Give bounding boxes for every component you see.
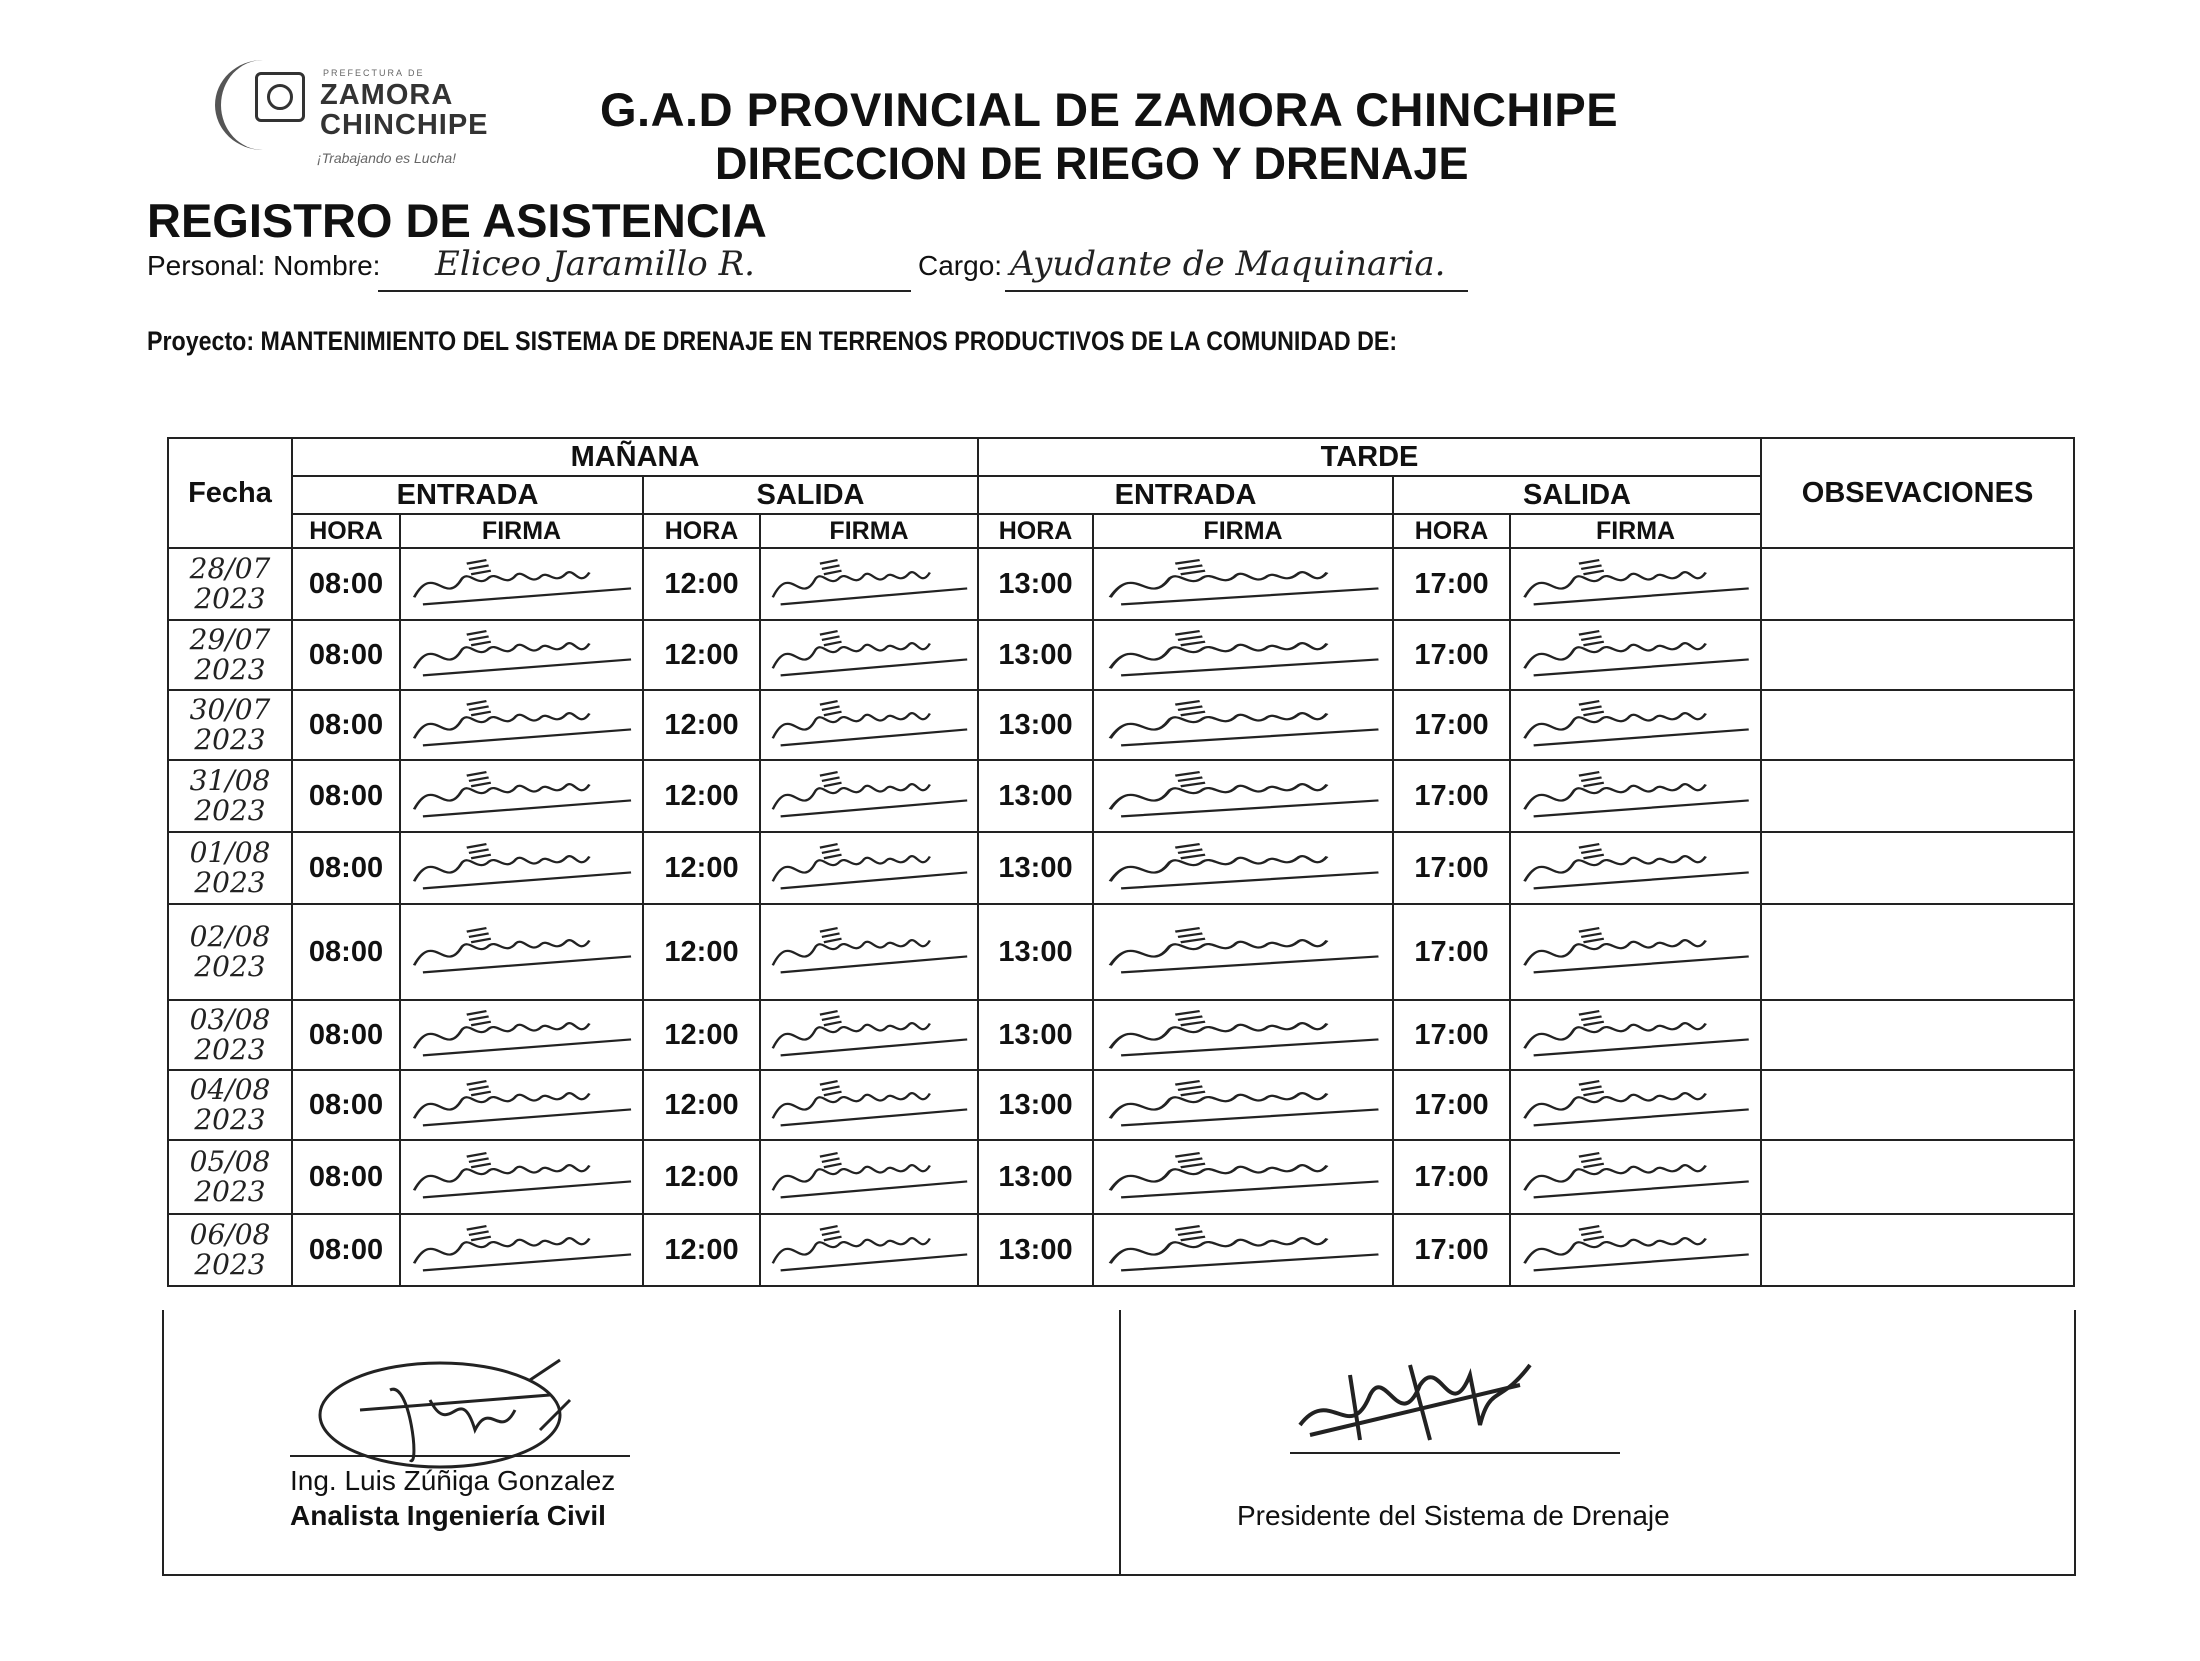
analyst-signature <box>300 1340 600 1480</box>
hora-cell: 12:00 <box>643 760 760 832</box>
signature-mark <box>1094 837 1392 899</box>
proyecto-text: Proyecto: MANTENIMIENTO DEL SISTEMA DE DRENAJE EN TERRENOS PRODUCTIVOS DE LA COMUNIDAD DE: <box>147 326 1398 356</box>
hora-cell: 13:00 <box>978 548 1093 620</box>
fecha-year: 2023 <box>194 950 266 983</box>
signature-mark <box>1511 837 1760 899</box>
firma-cell <box>1093 1070 1393 1140</box>
signature-divider <box>1119 1310 1121 1574</box>
table-row <box>168 690 2074 760</box>
manana-salida-header: SALIDA <box>643 476 978 514</box>
firma-cell <box>1093 1000 1393 1070</box>
hora-cell: 13:00 <box>978 904 1093 1000</box>
hora-cell: 12:00 <box>643 548 760 620</box>
table-row <box>168 1000 2074 1070</box>
hora-cell: 12:00 <box>643 904 760 1000</box>
fecha-year: 2023 <box>194 582 266 615</box>
firma-cell <box>400 1070 643 1140</box>
hora-cell: 13:00 <box>978 1000 1093 1070</box>
hora-cell: 12:00 <box>643 1070 760 1140</box>
table-row <box>168 1140 2074 1214</box>
hora-header: HORA <box>978 514 1093 548</box>
hora-cell: 13:00 <box>978 690 1093 760</box>
logo-text <box>320 80 489 140</box>
firma-cell <box>1510 760 1761 832</box>
observaciones-header: OBSEVACIONES <box>1761 438 2074 548</box>
firma-cell <box>400 690 643 760</box>
signature-mark <box>761 694 977 756</box>
hora-cell: 17:00 <box>1393 1000 1510 1070</box>
signature-mark <box>761 1004 977 1066</box>
observaciones-cell <box>1761 548 2074 620</box>
observaciones-cell <box>1761 1000 2074 1070</box>
signature-mark <box>401 553 642 615</box>
firma-cell <box>1093 1140 1393 1214</box>
fecha-year: 2023 <box>194 794 266 827</box>
tarde-entrada-header: ENTRADA <box>978 476 1393 514</box>
hora-cell: 13:00 <box>978 832 1093 904</box>
hora-cell: 08:00 <box>292 1000 400 1070</box>
hora-header: HORA <box>292 514 400 548</box>
table-row <box>168 548 2074 620</box>
firma-cell <box>1510 832 1761 904</box>
hora-cell: 17:00 <box>1393 760 1510 832</box>
analyst-role: Analista Ingeniería Civil <box>290 1500 606 1531</box>
nombre-underline <box>378 290 911 292</box>
observaciones-cell <box>1761 690 2074 760</box>
logo-badge-icon <box>255 72 305 122</box>
firma-cell <box>1510 1000 1761 1070</box>
signature-mark <box>1511 694 1760 756</box>
cargo-label: Cargo: <box>918 250 1003 281</box>
firma-cell <box>1093 760 1393 832</box>
hora-cell: 17:00 <box>1393 620 1510 690</box>
logo-line1: ZAMORA <box>320 79 454 111</box>
manana-entrada-header: ENTRADA <box>292 476 643 514</box>
firma-header: FIRMA <box>400 514 643 548</box>
cargo-value: Ayudante de Maquinaria. <box>1010 244 1446 284</box>
table-row <box>168 1070 2074 1140</box>
hora-cell: 17:00 <box>1393 832 1510 904</box>
observaciones-cell <box>1761 832 2074 904</box>
signature-mark <box>1094 553 1392 615</box>
signature-mark <box>1094 1074 1392 1136</box>
hora-cell: 08:00 <box>292 548 400 620</box>
observaciones-cell <box>1761 1070 2074 1140</box>
firma-cell <box>1093 620 1393 690</box>
header-title3: REGISTRO DE ASISTENCIA <box>147 194 767 247</box>
firma-cell <box>760 548 978 620</box>
hora-cell: 17:00 <box>1393 904 1510 1000</box>
signature-mark <box>1511 1146 1760 1208</box>
signature-mark <box>761 1219 977 1281</box>
signature-mark <box>1094 765 1392 827</box>
logo-line2: CHINCHIPE <box>320 109 489 141</box>
signature-mark <box>401 1074 642 1136</box>
firma-cell <box>760 760 978 832</box>
hora-cell: 12:00 <box>643 1140 760 1214</box>
logo-tagline: ¡Trabajando es Lucha! <box>317 150 457 166</box>
fecha-year: 2023 <box>194 1103 266 1136</box>
firma-cell <box>1093 832 1393 904</box>
president-signature-line <box>1290 1452 1620 1454</box>
firma-cell <box>400 760 643 832</box>
signature-mark <box>1094 1004 1392 1066</box>
firma-cell <box>400 1140 643 1214</box>
signature-mark <box>761 624 977 686</box>
fecha-cell <box>168 832 292 904</box>
attendance-table <box>167 437 2075 1287</box>
hora-cell: 08:00 <box>292 832 400 904</box>
hora-cell: 08:00 <box>292 1214 400 1286</box>
hora-cell: 12:00 <box>643 1000 760 1070</box>
fecha-day: 06/08 <box>189 1218 271 1251</box>
firma-cell <box>760 620 978 690</box>
fecha-day: 05/08 <box>189 1145 271 1178</box>
table-row <box>168 832 2074 904</box>
firma-cell <box>760 1070 978 1140</box>
signature-mark <box>1094 921 1392 983</box>
fecha-cell <box>168 760 292 832</box>
hora-header: HORA <box>643 514 760 548</box>
signature-mark <box>1511 553 1760 615</box>
header-title1: G.A.D PROVINCIAL DE ZAMORA CHINCHIPE <box>600 83 1619 136</box>
firma-cell <box>400 832 643 904</box>
firma-cell <box>1510 1140 1761 1214</box>
signature-mark <box>1511 1004 1760 1066</box>
fecha-cell <box>168 1000 292 1070</box>
nombre-label: Personal: Nombre: <box>147 250 381 281</box>
observaciones-cell <box>1761 760 2074 832</box>
signature-mark <box>761 1146 977 1208</box>
observaciones-cell <box>1761 904 2074 1000</box>
hora-cell: 17:00 <box>1393 1140 1510 1214</box>
firma-cell <box>1093 904 1393 1000</box>
hora-cell: 12:00 <box>643 832 760 904</box>
signature-mark <box>1094 694 1392 756</box>
tarde-salida-header: SALIDA <box>1393 476 1761 514</box>
signature-mark <box>401 624 642 686</box>
firma-cell <box>1093 1214 1393 1286</box>
hora-header: HORA <box>1393 514 1510 548</box>
logo <box>205 60 505 165</box>
signature-mark <box>401 921 642 983</box>
hora-cell: 13:00 <box>978 620 1093 690</box>
signature-mark <box>1511 1219 1760 1281</box>
hora-cell: 08:00 <box>292 690 400 760</box>
signature-mark <box>761 837 977 899</box>
hora-cell: 12:00 <box>643 690 760 760</box>
fecha-cell <box>168 620 292 690</box>
hora-cell: 12:00 <box>643 620 760 690</box>
firma-cell <box>400 1214 643 1286</box>
signature-mark <box>401 1004 642 1066</box>
signature-mark <box>1511 1074 1760 1136</box>
table-row <box>168 760 2074 832</box>
president-signature <box>1290 1345 1550 1455</box>
signature-mark <box>1094 1219 1392 1281</box>
hora-cell: 13:00 <box>978 760 1093 832</box>
fecha-cell <box>168 1214 292 1286</box>
fecha-day: 03/08 <box>189 1003 271 1036</box>
signature-mark <box>1511 624 1760 686</box>
hora-cell: 17:00 <box>1393 548 1510 620</box>
table-row <box>168 1214 2074 1286</box>
fecha-day: 04/08 <box>189 1073 271 1106</box>
fecha-year: 2023 <box>194 1175 266 1208</box>
table-row <box>168 904 2074 1000</box>
fecha-cell <box>168 904 292 1000</box>
fecha-cell <box>168 1140 292 1214</box>
hora-cell: 17:00 <box>1393 1214 1510 1286</box>
firma-cell <box>1510 548 1761 620</box>
fecha-year: 2023 <box>194 723 266 756</box>
fecha-year: 2023 <box>194 866 266 899</box>
fecha-day: 30/07 <box>189 693 271 726</box>
firma-cell <box>1510 904 1761 1000</box>
hora-cell: 08:00 <box>292 620 400 690</box>
signature-mark <box>1511 765 1760 827</box>
firma-cell <box>1093 548 1393 620</box>
firma-cell <box>1510 1214 1761 1286</box>
header-title2: DIRECCION DE RIEGO Y DRENAJE <box>715 138 1469 189</box>
president-role: Presidente del Sistema de Drenaje <box>1237 1500 1670 1531</box>
signature-mark <box>401 1219 642 1281</box>
fecha-day: 28/07 <box>189 552 271 585</box>
firma-cell <box>400 548 643 620</box>
hora-cell: 17:00 <box>1393 690 1510 760</box>
observaciones-cell <box>1761 620 2074 690</box>
signature-mark <box>401 694 642 756</box>
signature-mark <box>401 765 642 827</box>
hora-cell: 13:00 <box>978 1214 1093 1286</box>
fecha-day: 02/08 <box>189 920 271 953</box>
hora-cell: 08:00 <box>292 904 400 1000</box>
signature-mark <box>1094 624 1392 686</box>
hora-cell: 17:00 <box>1393 1070 1510 1140</box>
firma-cell <box>760 904 978 1000</box>
fecha-year: 2023 <box>194 1248 266 1281</box>
observaciones-cell <box>1761 1140 2074 1214</box>
hora-cell: 13:00 <box>978 1140 1093 1214</box>
signature-mark <box>401 837 642 899</box>
cargo-underline <box>1005 290 1468 292</box>
firma-cell <box>1093 690 1393 760</box>
tarde-header: TARDE <box>978 438 1761 476</box>
firma-header: FIRMA <box>1510 514 1761 548</box>
hora-cell: 08:00 <box>292 760 400 832</box>
fecha-header: Fecha <box>168 438 292 548</box>
firma-header: FIRMA <box>1093 514 1393 548</box>
firma-cell <box>1510 1070 1761 1140</box>
firma-cell <box>400 1000 643 1070</box>
firma-cell <box>760 690 978 760</box>
observaciones-cell <box>1761 1214 2074 1286</box>
signature-mark <box>1094 1146 1392 1208</box>
logo-small-text: PREFECTURA DE <box>323 68 425 78</box>
fecha-day: 29/07 <box>189 623 271 656</box>
signature-mark <box>761 921 977 983</box>
fecha-cell <box>168 1070 292 1140</box>
firma-cell <box>760 1140 978 1214</box>
firma-cell <box>1510 620 1761 690</box>
signature-mark <box>1511 921 1760 983</box>
firma-cell <box>400 620 643 690</box>
firma-cell <box>760 1000 978 1070</box>
signature-mark <box>761 1074 977 1136</box>
firma-cell <box>400 904 643 1000</box>
firma-cell <box>1510 690 1761 760</box>
hora-cell: 12:00 <box>643 1214 760 1286</box>
firma-cell <box>760 832 978 904</box>
table-row <box>168 620 2074 690</box>
analyst-signature-line <box>290 1455 630 1457</box>
nombre-value: Eliceo Jaramillo R. <box>435 244 755 284</box>
signature-mark <box>761 553 977 615</box>
signature-mark <box>761 765 977 827</box>
firma-cell <box>760 1214 978 1286</box>
hora-cell: 08:00 <box>292 1140 400 1214</box>
fecha-year: 2023 <box>194 653 266 686</box>
firma-header: FIRMA <box>760 514 978 548</box>
fecha-day: 01/08 <box>189 836 271 869</box>
fecha-cell <box>168 548 292 620</box>
hora-cell: 08:00 <box>292 1070 400 1140</box>
analyst-name: Ing. Luis Zúñiga Gonzalez <box>290 1465 616 1496</box>
manana-header: MAÑANA <box>292 438 978 476</box>
hora-cell: 13:00 <box>978 1070 1093 1140</box>
fecha-year: 2023 <box>194 1033 266 1066</box>
fecha-cell <box>168 690 292 760</box>
fecha-day: 31/08 <box>189 764 271 797</box>
signature-mark <box>401 1146 642 1208</box>
